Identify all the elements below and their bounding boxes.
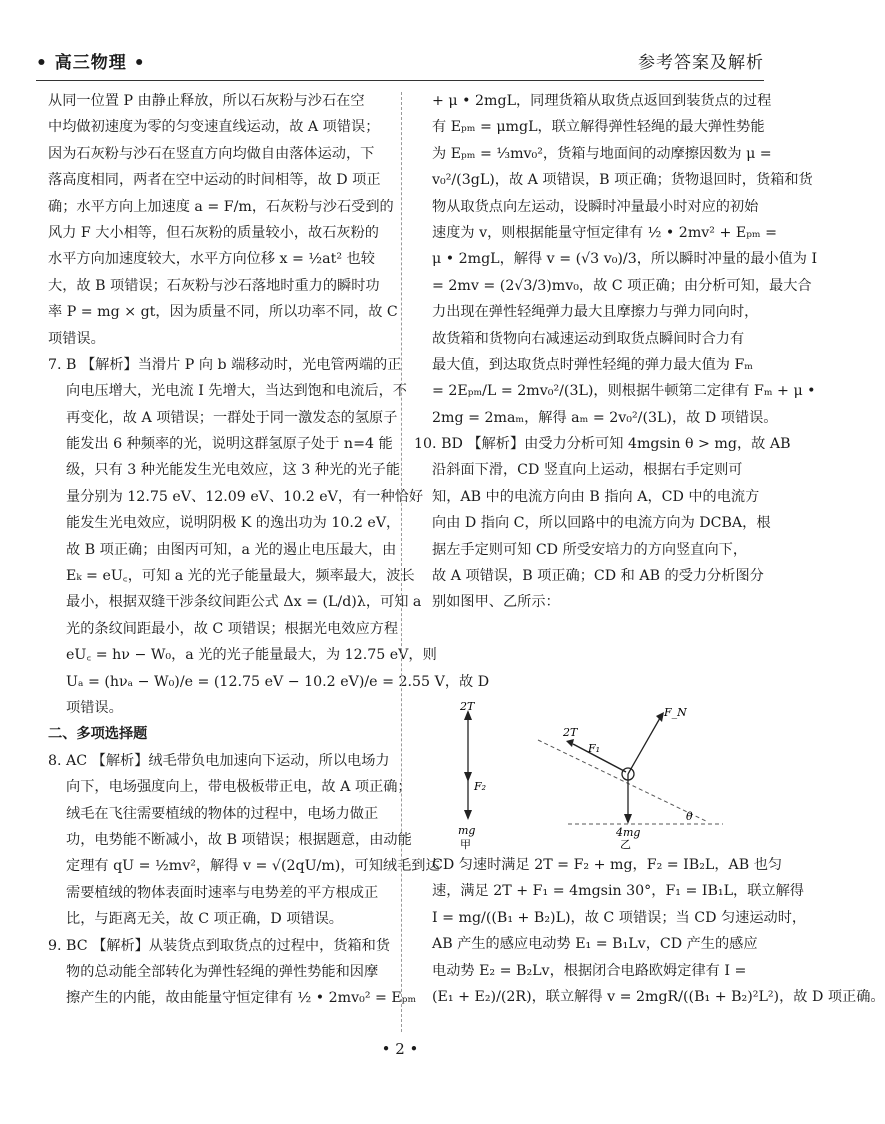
text-line: 需要植绒的物体表面时速率与电势差的平方根成正 [66, 884, 379, 901]
text-line: 故货箱和货物向右减速运动到取货点瞬间时合力有 [432, 330, 745, 347]
yi-f1-label: F₁ [588, 742, 601, 755]
text-line: 二、多项选择题 [48, 726, 148, 743]
text-line: 10. BD 【解析】由受力分析可知 4mgsin θ > mg，故 AB [414, 436, 791, 453]
text-line: 为 Eₚₘ = ⅓mv₀²，货箱与地面间的动摩擦因数为 μ = [432, 145, 772, 162]
text-line: I = mg/((B₁ + B₂)L)，故 C 项错误；当 CD 匀速运动时， [432, 909, 807, 926]
text-line: 故 B 项正确；由图丙可知，a 光的遏止电压最大，由 [66, 541, 397, 558]
text-line: 向由 D 指向 C，所以回路中的电流方向为 DCBA，根 [432, 515, 771, 532]
text-line: = 2Eₚₘ/L = 2mv₀²/(3L)，则根据牛顿第二定律有 Fₘ + μ • [432, 383, 816, 400]
text-line: 再变化，故 A 项错误；一群处于同一激发态的氢原子 [66, 409, 398, 426]
column-divider [401, 92, 402, 1032]
text-line: 能发出 6 种频率的光，说明这群氢原子处于 n=4 能 [66, 436, 393, 453]
text-line: 知，AB 中的电流方向由 B 指向 A，CD 中的电流方 [432, 488, 760, 505]
text-line: 2mg = 2maₘ，解得 aₘ = 2v₀²/(3L)，故 D 项错误。 [432, 409, 778, 426]
text-line: 9. BC 【解析】从装货点到取货点的过程中，货箱和货 [48, 937, 391, 954]
text-line: 最大值，到达取货点时弹性轻绳的弹力最大值为 Fₘ [432, 356, 753, 373]
text-line: 最小，根据双缝干涉条纹间距公式 Δx = (L/d)λ，可知 a [66, 594, 422, 611]
yi-tension-label: 2T [563, 726, 578, 739]
diagram-jia [458, 700, 486, 851]
text-line: 水平方向加速度较大，水平方向位移 x = ½at² 也较 [48, 251, 375, 268]
text-line: 有 Eₚₘ = μmgL，联立解得弹性轻绳的最大弹性势能 [432, 119, 765, 136]
header-rule [36, 80, 764, 81]
text-line: μ • 2mgL，解得 v = (√3 v₀)/3，所以瞬时冲量的最小值为 I [432, 251, 818, 268]
text-line: 7. B 【解析】当滑片 P 向 b 端移动时，光电管两端的正 [48, 356, 402, 373]
text-line: 光的条纹间距最小，故 C 项错误；根据光电效应方程 [66, 620, 399, 637]
text-line: 率 P = mg × gt，因为质量不同，所以功率不同，故 C [48, 304, 398, 321]
text-line: 量分别为 12.75 eV、12.09 eV、10.2 eV，有一种恰好 [66, 488, 424, 505]
text-line: 项错误。 [48, 330, 105, 347]
yi-normal-label: F_N [664, 706, 687, 719]
text-line: = 2mv = (2√3/3)mv₀，故 C 项正确；由分析可知，最大合 [432, 277, 812, 294]
text-line: v₀²/(3gL)，故 A 项错误，B 项正确；货物退回时，货箱和货 [432, 172, 813, 189]
text-line: 能发生光电效应，说明阴极 K 的逸出功为 10.2 eV， [66, 515, 401, 532]
text-line: 大，故 B 项错误；石灰粉与沙石落地时重力的瞬时功 [48, 277, 380, 294]
jia-bottom-label: mg [458, 824, 476, 837]
jia-top-label: 2T [460, 700, 475, 713]
subject-title: • 高三物理 • [36, 53, 146, 73]
section-title: 参考答案及解析 [638, 53, 764, 73]
text-line: 速度为 v，则根据能量守恒定律有 ½ • 2mv² + Eₚₘ = [432, 224, 778, 241]
text-line: 绒毛在飞往需要植绒的物体的过程中，电场力做正 [66, 805, 379, 822]
text-line: 故 A 项错误，B 项正确；CD 和 AB 的受力分析图分 [432, 568, 764, 585]
text-line: 8. AC 【解析】绒毛带负电加速向下运动，所以电场力 [48, 752, 390, 769]
text-line: 沿斜面下滑，CD 竖直向上运动，根据右手定则可 [432, 462, 743, 479]
jia-mid-label: F₂ [474, 780, 487, 793]
yi-theta-label: θ [686, 810, 693, 823]
force-diagram [438, 700, 738, 850]
text-line: 向电压增大，光电流 I 先增大，当达到饱和电流后，不 [66, 383, 407, 400]
text-line: eU꜀ = hν − W₀，a 光的光子能量最大，为 12.75 eV，则 [66, 647, 437, 664]
text-line: 据左手定则可知 CD 所受安培力的方向竖直向下， [432, 541, 748, 558]
text-line: 力出现在弹性轻绳弹力最大且摩擦力与弹力同向时， [432, 304, 759, 321]
page-header [36, 48, 764, 76]
yi-gravity-label: 4mg [616, 826, 641, 839]
text-line: 确；水平方向上加速度 a = F/m，石灰粉与沙石受到的 [48, 198, 394, 215]
text-line: 从同一位置 P 由静止释放，所以石灰粉与沙石在空 [48, 93, 365, 109]
diagram-yi [538, 706, 723, 851]
text-line: 擦产生的内能，故由能量守恒定律有 ½ • 2mv₀² = Eₚₘ [66, 990, 417, 1007]
page-number: • 2 • [381, 1040, 419, 1058]
text-line: 项错误。 [66, 699, 123, 716]
right-column [414, 88, 818, 616]
text-line: 中均做初速度为零的匀变速直线运动，故 A 项错误； [48, 119, 380, 136]
text-line: 落高度相同，两者在空中运动的时间相等，故 D 项正 [48, 172, 381, 189]
text-line: 级，只有 3 种光能发生光电效应，这 3 种光的光子能 [66, 462, 401, 479]
text-line: CD 匀速时满足 2T = F₂ + mg，F₂ = IB₂L，AB 也匀 [432, 857, 783, 873]
text-line: (E₁ + E₂)/(2R)，联立解得 v = 2mgR/((B₁ + B₂)²L²)，故 D 项正确。 [432, 988, 885, 1005]
text-line: 速，满足 2T + F₁ = 4mgsin 30°，F₁ = IB₁L，联立解得 [432, 883, 804, 900]
text-line: + μ • 2mgL，同理货箱从取货点返回到装货点的过程 [432, 93, 772, 109]
text-line: 风力 F 大小相等，但石灰粉的质量较小，故石灰粉的 [48, 224, 379, 241]
text-line: 向下，电场强度向上，带电极板带正电，故 A 项正确； [66, 779, 412, 796]
text-line: 功，电势能不断减小，故 B 项错误；根据题意，由动能 [66, 831, 412, 848]
jia-caption: 甲 [460, 838, 471, 851]
text-line: 物从取货点向左运动，设瞬时冲量最小时对应的初始 [432, 198, 759, 215]
text-line: 别如图甲、乙所示： [432, 594, 560, 611]
text-line: 物的总动能全部转化为弹性轻绳的弹性势能和因摩 [66, 963, 379, 980]
text-line: AB 产生的感应电动势 E₁ = B₁Lv，CD 产生的感应 [432, 936, 758, 953]
text-line: 因为石灰粉与沙石在竖直方向均做自由落体运动，下 [48, 145, 375, 162]
text-line: 定理有 qU = ½mv²，解得 v = √(2qU/m)，可知绒毛到达 [66, 858, 440, 875]
right-column-after-figure [414, 852, 885, 1010]
text-line: Eₖ = eU꜀，可知 a 光的光子能量最大，频率最大，波长 [66, 568, 415, 585]
text-line: 比，与距离无关，故 C 项正确，D 项错误。 [66, 911, 343, 928]
yi-caption: 乙 [620, 838, 631, 851]
text-line: 电动势 E₂ = B₂Lv，根据闭合电路欧姆定律有 I = [432, 962, 747, 979]
text-line: Uₐ = (hνₐ − W₀)/e = (12.75 eV − 10.2 eV)/e = 2.55 V，故 D [66, 673, 490, 690]
